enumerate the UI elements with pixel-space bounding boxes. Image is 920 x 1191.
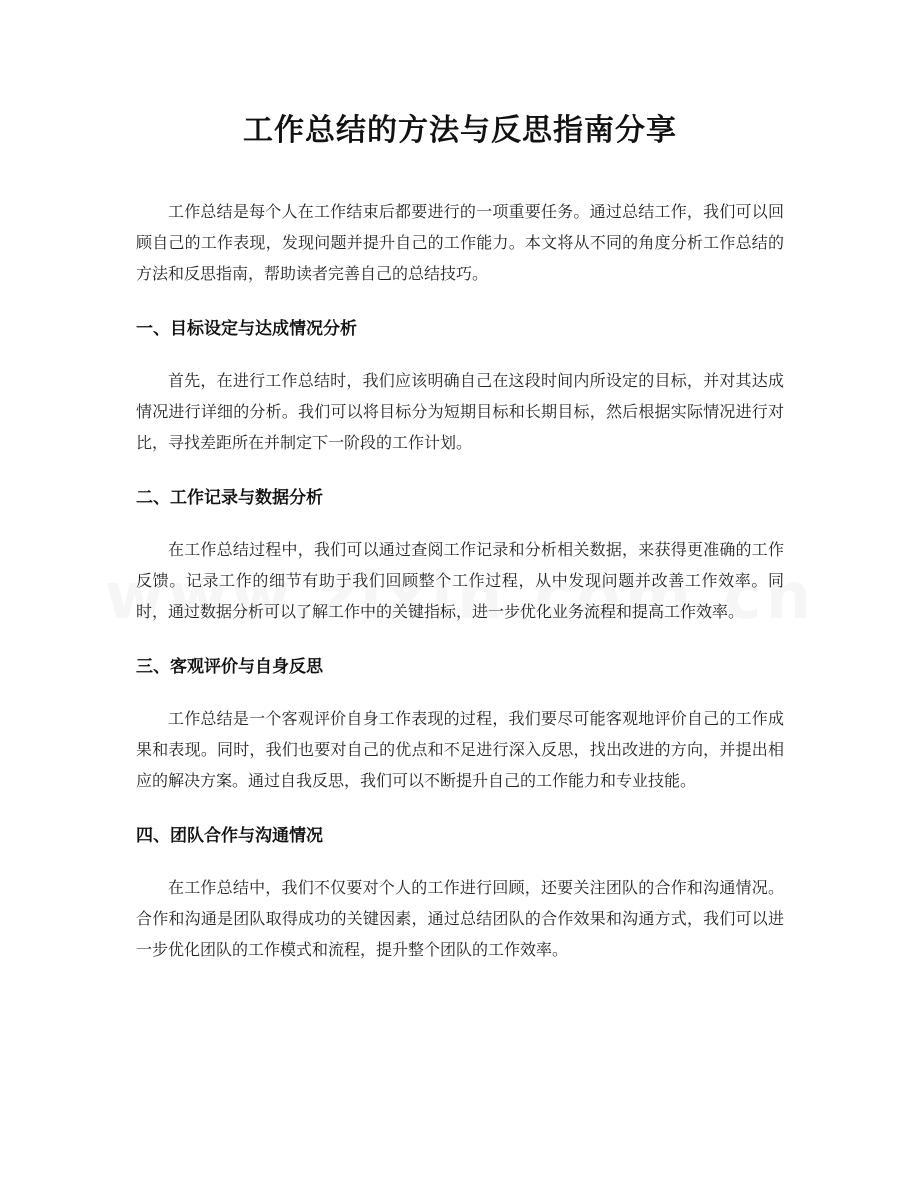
intro-paragraph: 工作总结是每个人在工作结束后都要进行的一项重要任务。通过总结工作，我们可以回顾自己的工作表现，发现问题并提升自己的工作能力。本文将从不同的角度分析工作总结的方法和反思指南，帮助读者完善自己的总结技巧。 (136, 202, 784, 283)
section-heading-1: 一、目标设定与达成情况分析 (136, 319, 357, 339)
section-heading-4: 四、团队合作与沟通情况 (136, 826, 323, 846)
section-heading-3: 三、客观评价与自身反思 (136, 657, 323, 677)
section-heading-2: 二、工作记录与数据分析 (136, 488, 323, 508)
section-body-3: 工作总结是一个客观评价自身工作表现的过程，我们要尽可能客观地评价自己的工作成果和表现。同时，我们也要对自己的优点和不足进行深入反思，找出改进的方向，并提出相应的解决方案。通过自我反思，我们可以不断提升自己的工作能力和专业技能。 (136, 709, 784, 790)
document-title: 工作总结的方法与反思指南分享 (243, 113, 677, 148)
section-body-2: 在工作总结过程中，我们可以通过查阅工作记录和分析相关数据，来获得更准确的工作反馈。记录工作的细节有助于我们回顾整个工作过程，从中发现问题并改善工作效率。同时，通过数据分析可以了解工作中的关键指标，进一步优化业务流程和提高工作效率。 (136, 540, 784, 621)
section-body-4: 在工作总结中，我们不仅要对个人的工作进行回顾，还要关注团队的合作和沟通情况。合作和沟通是团队取得成功的关键因素，通过总结团队的合作效果和沟通方式，我们可以进一步优化团队的工作模式和流程，提升整个团队的工作效率。 (136, 878, 784, 959)
section-body-1: 首先，在进行工作总结时，我们应该明确自己在这段时间内所设定的目标，并对其达成情况进行详细的分析。我们可以将目标分为短期目标和长期目标，然后根据实际情况进行对比，寻找差距所在并制定下一阶段的工作计划。 (136, 371, 784, 452)
